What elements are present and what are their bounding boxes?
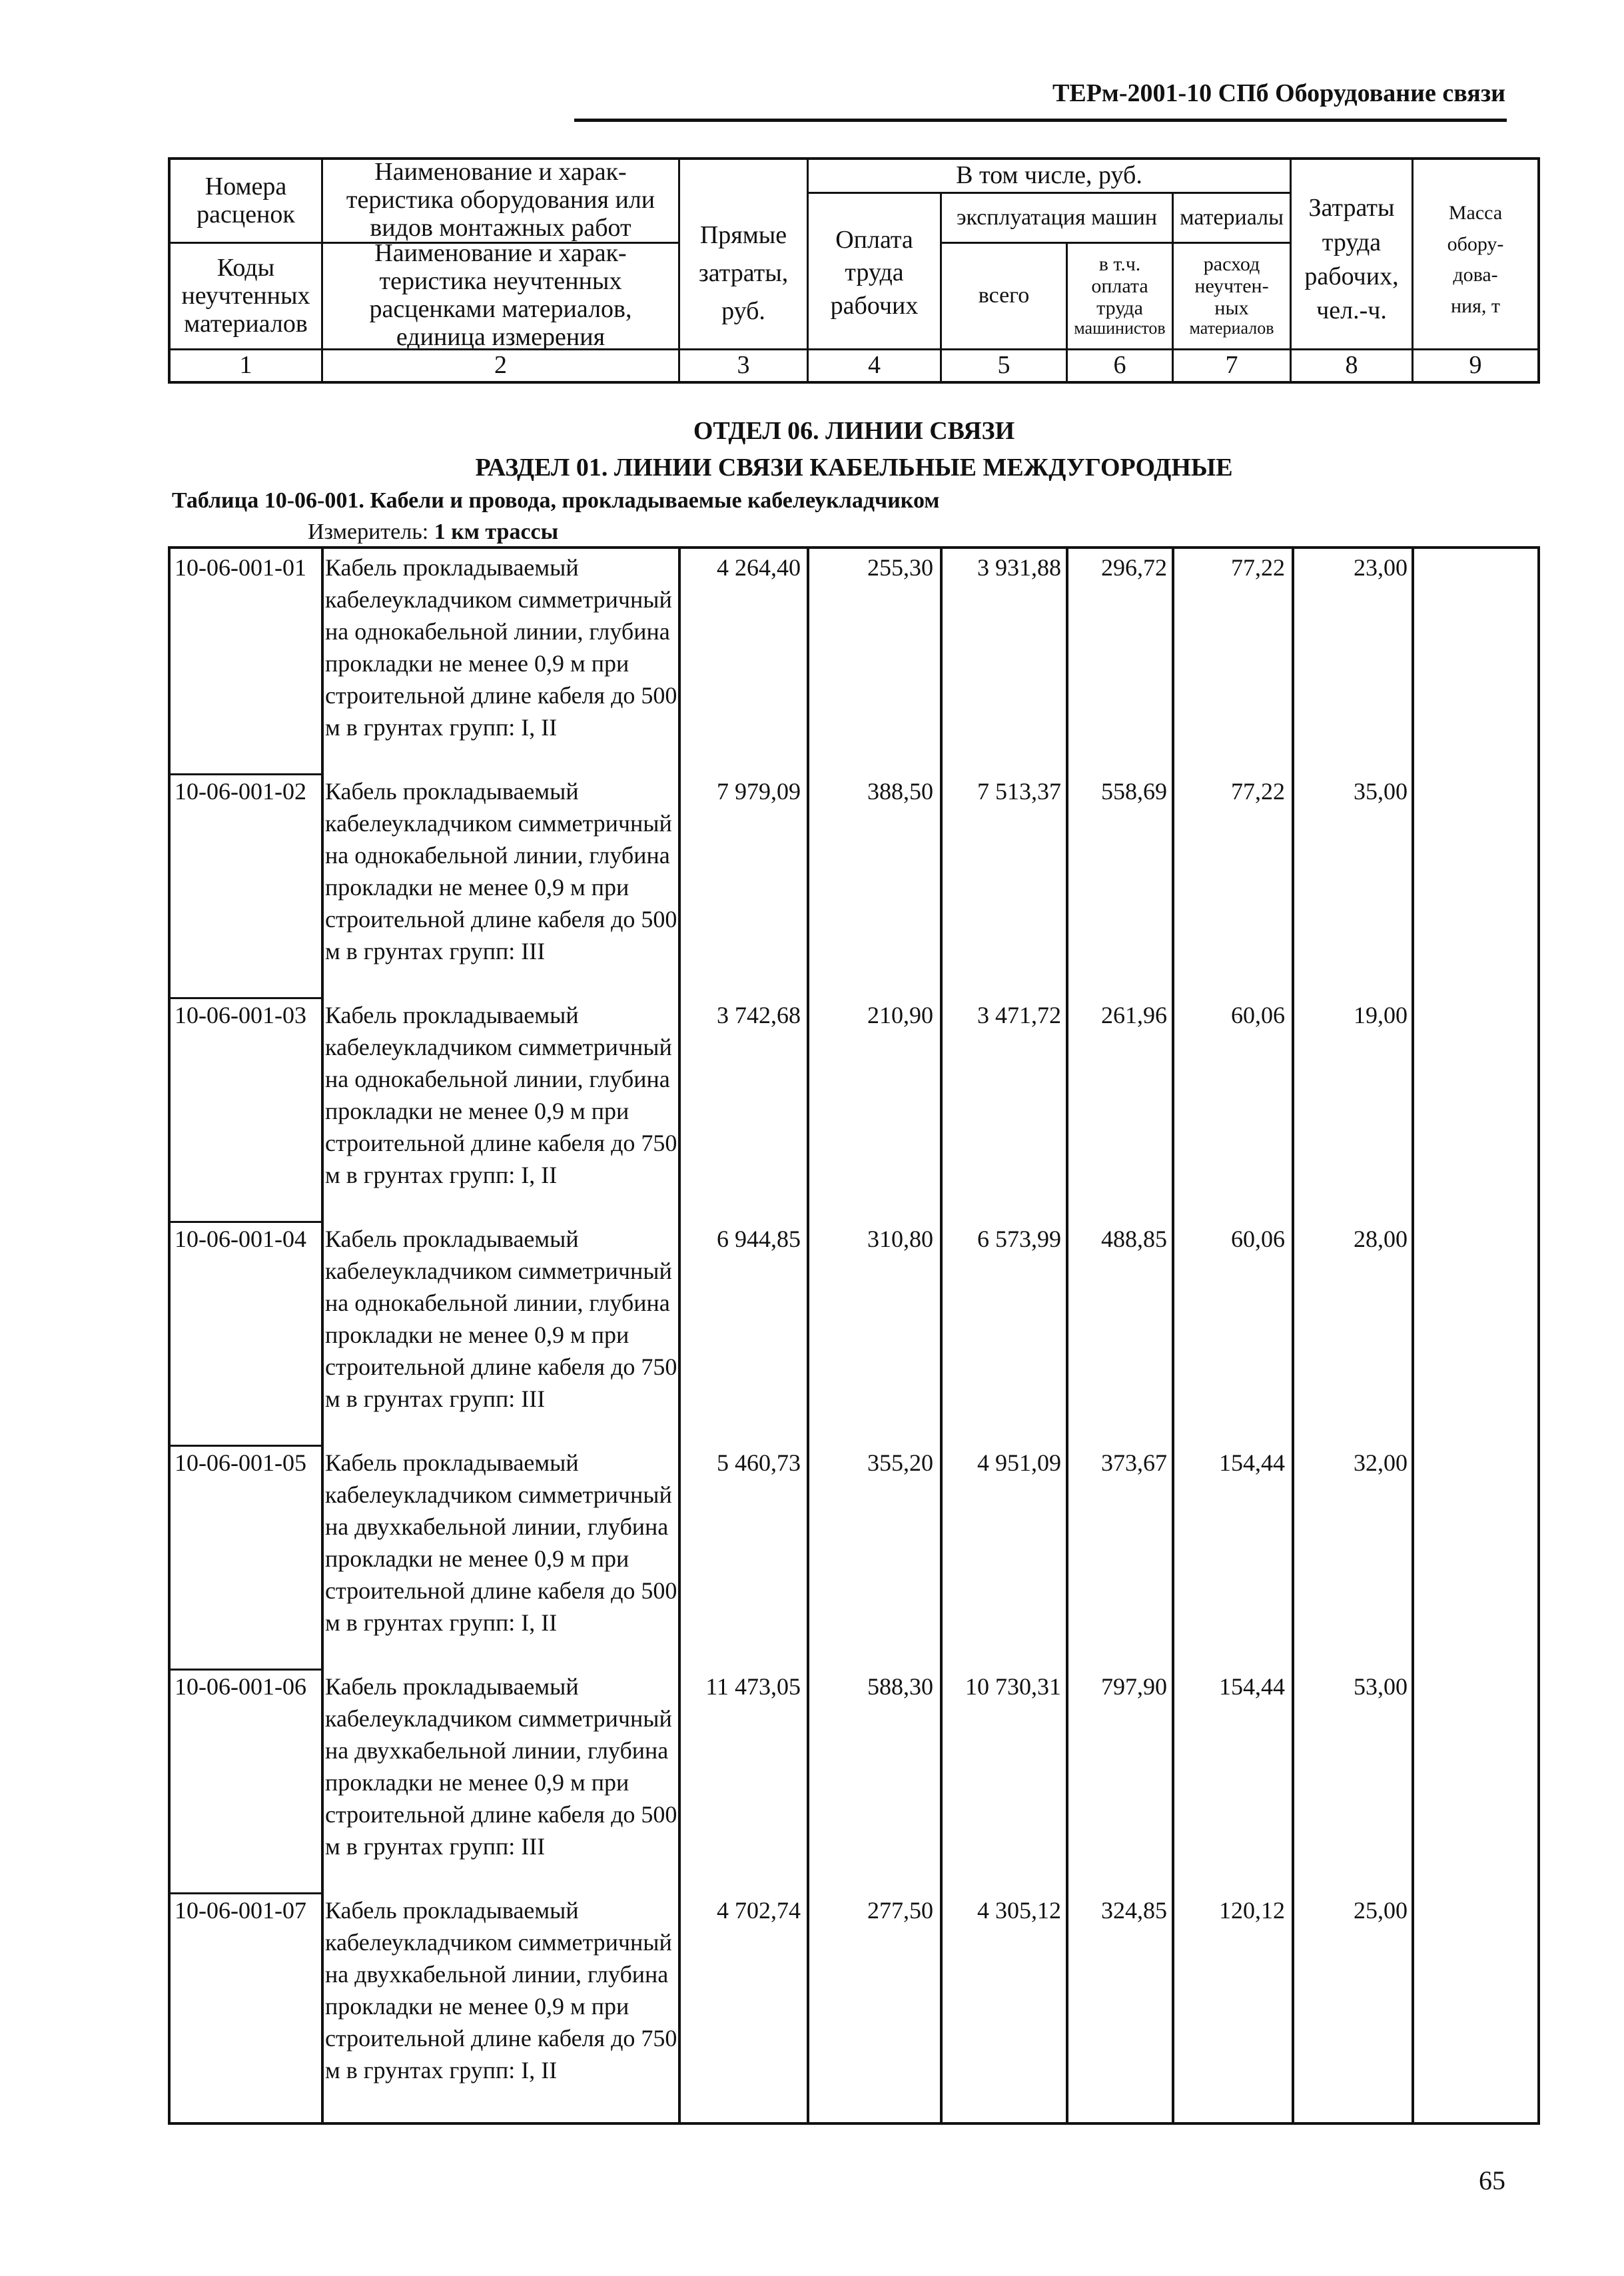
cell-labor: 310,80 [867, 1226, 933, 1252]
cell-machines: 4 305,12 [977, 1897, 1061, 1924]
col1-bottom-line1: Коды [216, 254, 275, 282]
col8-line1: Затраты [1308, 194, 1395, 222]
rate-code: 10-06-001-02 [175, 778, 306, 805]
measure-line [308, 520, 558, 545]
col5: всего [978, 283, 1030, 308]
col7-line4: материалов [1189, 318, 1274, 338]
document-header-title: ТЕРм-2001-10 СПб Оборудование связи [1052, 79, 1505, 107]
col3-line1: Прямые [699, 220, 787, 249]
cell-materials: 60,06 [1231, 1002, 1285, 1028]
col6-line1: в т.ч. [1098, 253, 1141, 276]
cell-operators: 261,96 [1101, 1002, 1167, 1028]
col7-line1: расход [1203, 253, 1260, 276]
col9-line2: обору- [1447, 232, 1504, 255]
work-description: Кабель прокладываемый кабелеукладчиком симметричный на однокабельной линии, глубина прокладки не менее 0,9 м при строительной длине кабеля до 500 м в грунтах групп: I, II [325, 554, 677, 741]
rate-code: 10-06-001-05 [175, 1449, 306, 1476]
cell-direct: 6 944,85 [717, 1226, 801, 1252]
col1-top-line1: Номера [204, 173, 287, 201]
cell-machines: 7 513,37 [977, 778, 1061, 805]
cell-materials: 60,06 [1231, 1226, 1285, 1252]
rate-code: 10-06-001-06 [175, 1673, 306, 1700]
col7-line3: ных [1214, 297, 1249, 320]
rate-code: 10-06-001-07 [175, 1897, 306, 1924]
group-title: В том числе, руб. [956, 161, 1142, 190]
table-row [171, 999, 1537, 1223]
work-description: Кабель прокладываемый кабелеукладчиком симметричный на однокабельной линии, глубина прокладки не менее 0,9 м при строительной длине кабеля до 750 м в грунтах групп: III [325, 1226, 677, 1412]
cell-operators: 797,90 [1101, 1673, 1167, 1700]
col-number-4: 4 [868, 351, 881, 380]
page-number: 65 [1479, 2165, 1505, 2195]
cell-hours: 25,00 [1354, 1897, 1408, 1924]
col7-line2: неучтен- [1194, 275, 1269, 298]
cell-machines: 3 931,88 [977, 554, 1061, 581]
cell-labor: 255,30 [867, 554, 933, 581]
cell-operators: 488,85 [1101, 1226, 1167, 1252]
cell-direct: 11 473,05 [705, 1673, 801, 1700]
col-number-7: 7 [1225, 351, 1238, 380]
rate-code: 10-06-001-04 [175, 1226, 306, 1252]
cell-labor: 210,90 [867, 1002, 933, 1028]
section-heading: РАЗДЕЛ 01. ЛИНИИ СВЯЗИ КАБЕЛЬНЫЕ МЕЖДУГОРОДНЫЕ [475, 454, 1233, 482]
cell-hours: 35,00 [1354, 778, 1408, 805]
column-header-table [168, 157, 1540, 384]
col2-bottom-line1: Наименование и харак- [374, 239, 627, 268]
table-row [171, 552, 1537, 775]
col1-bottom-line3: материалов [184, 309, 308, 338]
col-number-1: 1 [239, 351, 252, 380]
col8-line3: рабочих, [1304, 262, 1399, 290]
rate-code: 10-06-001-01 [175, 554, 306, 581]
cell-labor: 355,20 [867, 1449, 933, 1476]
col8-line2: труда [1322, 228, 1382, 256]
materials-group: материалы [1180, 205, 1284, 230]
col2-top-line3: видов монтажных работ [370, 213, 631, 242]
cell-direct: 3 742,68 [717, 1002, 801, 1028]
cell-direct: 4 702,74 [717, 1897, 801, 1924]
cell-materials: 77,22 [1231, 778, 1285, 805]
col4-line3: рабочих [830, 291, 919, 320]
col2-top-line2: теристика оборудования или [346, 186, 655, 214]
rate-code: 10-06-001-03 [175, 1002, 306, 1028]
header-rule [574, 119, 1507, 122]
col4-line2: труда [845, 258, 904, 287]
table-row [171, 1447, 1537, 1671]
department-heading: ОТДЕЛ 06. ЛИНИИ СВЯЗИ [693, 417, 1015, 445]
work-description: Кабель прокладываемый кабелеукладчиком симметричный на двухкабельной линии, глубина прокладки не менее 0,9 м при строительной длине кабеля до 500 м в грунтах групп: I, II [325, 1449, 677, 1636]
cell-hours: 23,00 [1354, 554, 1408, 581]
col4-line1: Оплата [835, 225, 913, 254]
table-title: Таблица 10-06-001. Кабели и провода, прокладываемые кабелеукладчиком [172, 488, 940, 513]
cell-direct: 4 264,40 [717, 554, 801, 581]
col9-line4: ния, т [1450, 294, 1501, 317]
cell-machines: 4 951,09 [977, 1449, 1061, 1476]
cell-hours: 28,00 [1354, 1226, 1408, 1252]
cell-labor: 588,30 [867, 1673, 933, 1700]
cell-direct: 7 979,09 [717, 778, 801, 805]
col3-line3: руб. [721, 296, 765, 325]
col1-top-line2: расценок [197, 200, 295, 228]
cell-operators: 373,67 [1101, 1449, 1167, 1476]
work-description: Кабель прокладываемый кабелеукладчиком симметричный на однокабельной линии, глубина прокладки не менее 0,9 м при строительной длине кабеля до 750 м в грунтах групп: I, II [325, 1002, 677, 1188]
cell-machines: 6 573,99 [977, 1226, 1061, 1252]
machines-group: эксплуатация машин [956, 205, 1158, 230]
col9-line3: дова- [1453, 264, 1498, 286]
col6-line4: машинистов [1074, 318, 1166, 338]
col6-line2: оплата [1091, 275, 1148, 298]
cell-operators: 296,72 [1101, 554, 1167, 581]
cell-hours: 32,00 [1354, 1449, 1408, 1476]
col2-bottom-line3: расценками материалов, [369, 295, 632, 323]
col1-bottom-line2: неучтенных [181, 282, 310, 310]
cell-hours: 19,00 [1354, 1002, 1408, 1028]
col3-line2: затраты, [698, 258, 789, 287]
cell-machines: 10 730,31 [965, 1673, 1061, 1700]
col-number-5: 5 [997, 351, 1011, 380]
cell-materials: 120,12 [1219, 1897, 1285, 1924]
measure-value: 1 км трассы [434, 520, 559, 544]
cell-machines: 3 471,72 [977, 1002, 1061, 1028]
table-row [171, 1671, 1537, 1894]
measure-label: Измеритель: [308, 520, 429, 544]
col-number-9: 9 [1469, 351, 1482, 380]
cell-labor: 388,50 [867, 778, 933, 805]
col-number-3: 3 [737, 351, 750, 380]
cell-operators: 324,85 [1101, 1897, 1167, 1924]
table-row [171, 775, 1537, 999]
col2-bottom-line4: единица измерения [396, 322, 606, 351]
col2-top-line1: Наименование и харак- [374, 158, 627, 187]
col-number-8: 8 [1345, 351, 1358, 380]
col2-bottom-line2: теристика неучтенных [379, 267, 622, 296]
col-number-2: 2 [494, 351, 507, 380]
cell-hours: 53,00 [1354, 1673, 1408, 1700]
cell-materials: 154,44 [1219, 1673, 1285, 1700]
cell-direct: 5 460,73 [717, 1449, 801, 1476]
work-description: Кабель прокладываемый кабелеукладчиком симметричный на двухкабельной линии, глубина прокладки не менее 0,9 м при строительной длине кабеля до 750 м в грунтах групп: I, II [325, 1897, 677, 2084]
rates-table [168, 546, 1540, 2125]
col9-line1: Масса [1448, 202, 1503, 224]
col6-line3: труда [1096, 297, 1143, 320]
table-row [171, 1223, 1537, 1447]
col8-line4: чел.-ч. [1316, 296, 1387, 325]
work-description: Кабель прокладываемый кабелеукладчиком симметричный на двухкабельной линии, глубина прокладки не менее 0,9 м при строительной длине кабеля до 500 м в грунтах групп: III [325, 1673, 677, 1860]
table-row [171, 1894, 1537, 2118]
cell-labor: 277,50 [867, 1897, 933, 1924]
col-number-6: 6 [1113, 351, 1126, 380]
cell-operators: 558,69 [1101, 778, 1167, 805]
work-description: Кабель прокладываемый кабелеукладчиком симметричный на однокабельной линии, глубина прокладки не менее 0,9 м при строительной длине кабеля до 500 м в грунтах групп: III [325, 778, 677, 964]
cell-materials: 77,22 [1231, 554, 1285, 581]
cell-materials: 154,44 [1219, 1449, 1285, 1476]
